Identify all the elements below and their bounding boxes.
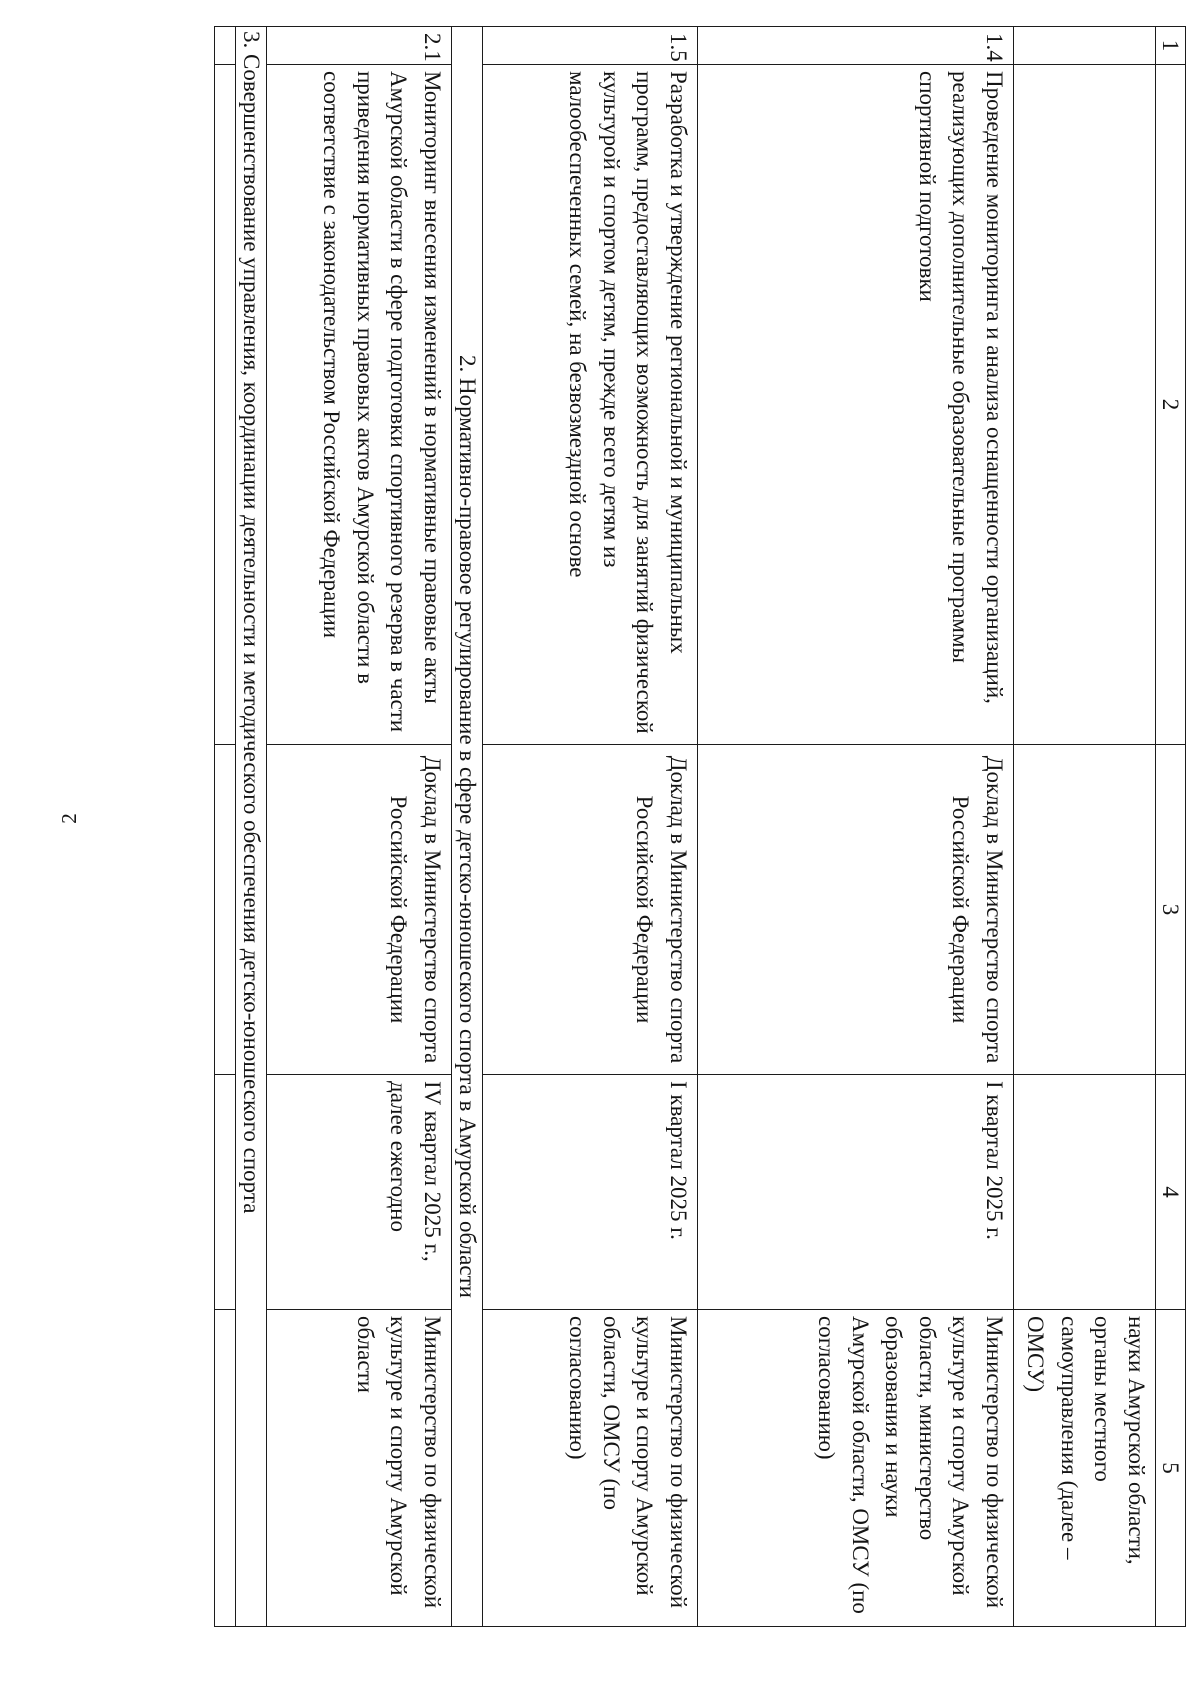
- responsible-cell: Министерство по физической культуре и спорту Амурской области: [267, 1310, 452, 1627]
- responsible-cell: Министерство по физической культуре и спорту Амурской области, ОМСУ (по согласованию): [483, 1310, 698, 1627]
- rotated-page-content: [136, 26, 1186, 1626]
- section-title: 3. Совершенствование управления, координации деятельности и методического обеспечения детско-юношеского спорта: [236, 27, 267, 1627]
- deadline-cell: IV квартал 2025 г., далее ежегодно: [267, 1075, 452, 1310]
- activity-cell: Разработка и утверждение региональной и муниципальных программ, предоставляющих возможность для занятий физической культурой и спортом детям, прежде всего детям из малообеспеченных семей, на безвозмездной основе: [483, 65, 698, 745]
- result-cell: Доклад в Министерство спорта Российской Федерации: [267, 745, 452, 1075]
- deadline-cell: I квартал 2025 г.: [698, 1075, 1014, 1310]
- table-row-1-4: [698, 27, 1014, 1627]
- deadline-cell: I квартал 2025 г.: [483, 1075, 698, 1310]
- column-header-4: 4: [1156, 1075, 1186, 1310]
- result-cell: Доклад в Министерство спорта Российской Федерации: [698, 745, 1014, 1075]
- column-header-5: 5: [1156, 1310, 1186, 1627]
- table-row-2-1: [267, 27, 452, 1627]
- table-header-row: [1156, 27, 1186, 1627]
- table-row-continued: [1014, 27, 1156, 1627]
- row-number: 2.1: [267, 27, 452, 65]
- activity-cell: Мониторинг внесения изменений в нормативные правовые акты Амурской области в сфере подготовки спортивного резерва в части приведения нормативных правовых актов Амурской области в соответствие с законодательством Российской Федерации: [267, 65, 452, 745]
- table-row-1-5: [483, 27, 698, 1627]
- page-number: 2: [56, 813, 81, 824]
- column-header-2: 2: [1156, 65, 1186, 745]
- activity-cell: Проведение мониторинга и анализа оснащенности организаций, реализующих дополнительные образовательные программы спортивной подготовки: [698, 65, 1014, 745]
- result-cell: Доклад в Министерство спорта Российской Федерации: [483, 745, 698, 1075]
- row-number: 1.4: [698, 27, 1014, 65]
- column-header-3: 3: [1156, 745, 1186, 1075]
- continued-responsible-cell: науки Амурской области, органы местного самоуправления (далее – ОМСУ): [1014, 1310, 1156, 1627]
- table-row-cut: [215, 27, 236, 1627]
- column-header-1: 1: [1156, 27, 1186, 65]
- section-3-row: [236, 27, 267, 1627]
- section-2-row: [452, 27, 483, 1627]
- section-title: 2. Нормативно-правовое регулирование в сфере детско-юношеского спорта в Амурской области: [452, 27, 483, 1627]
- row-number: 1.5: [483, 27, 698, 65]
- activity-plan-table: [214, 26, 1186, 1627]
- responsible-cell: Министерство по физической культуре и спорту Амурской области, министерство образования и науки Амурской области, ОМСУ (по согласованию): [698, 1310, 1014, 1627]
